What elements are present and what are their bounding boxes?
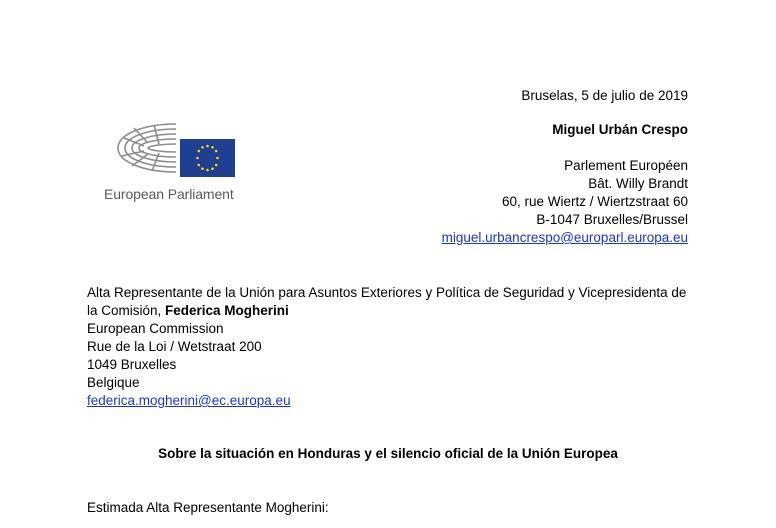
recipient-name: Federica Mogherini	[165, 303, 289, 318]
place-date: Bruselas, 5 de julio de 2019	[521, 88, 688, 103]
recipient-title-line: Alta Representante de la Unión para Asuntos Exteriores y Política de Seguridad y Vicepresidenta de	[87, 285, 687, 300]
recipient-address-line: European Commission	[87, 321, 224, 336]
recipient-title-prefix: la Comisión,	[87, 303, 166, 318]
sender-email-link[interactable]: miguel.urbancrespo@europarl.europa.eu	[441, 230, 688, 245]
sender-address-line: Bât. Willy Brandt	[588, 176, 688, 191]
logo-caption: European Parliament	[104, 186, 234, 202]
recipient-email-link[interactable]: federica.mogherini@ec.europa.eu	[87, 393, 291, 408]
sender-address-line: 60, rue Wiertz / Wiertzstraat 60	[501, 194, 688, 209]
recipient-title-line	[87, 302, 289, 320]
sender-address-line: B-1047 Bruxelles/Brussel	[536, 212, 688, 227]
letter-subject: Sobre la situación en Honduras y el silencio oficial de la Unión Europea	[158, 446, 618, 461]
sender-name: Miguel Urbán Crespo	[552, 122, 688, 137]
recipient-address-line: Belgique	[87, 375, 140, 390]
hemicycle-icon	[104, 116, 244, 186]
eu-flag	[180, 139, 235, 177]
recipient-address-line: Rue de la Loi / Wetstraat 200	[87, 339, 262, 354]
recipient-address-line: 1049 Bruxelles	[87, 357, 177, 372]
sender-address-line: Parlement Européen	[564, 158, 688, 173]
salutation: Estimada Alta Representante Mogherini:	[87, 500, 329, 515]
